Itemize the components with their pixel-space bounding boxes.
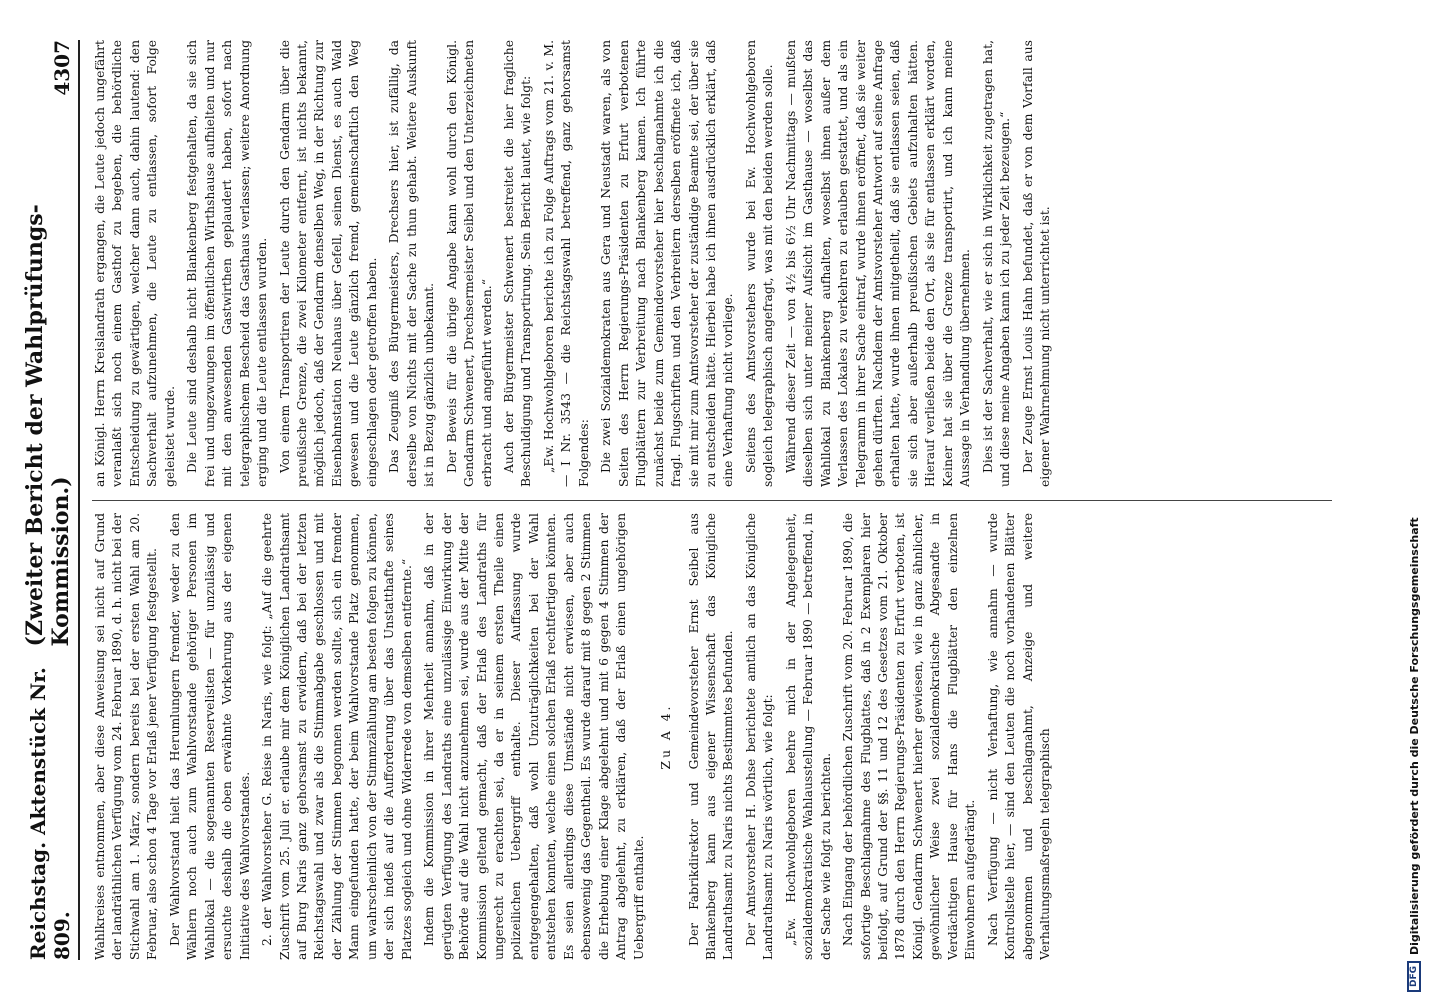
- paragraph: Nach Verfügung — nicht Verhaftung, wie annahm — wurde Kontrollstelle hier, — sind den Leuten die noch vorhandenen Blätter abgenommen und beschlagnahmt, Anzeige und weitere Verhaltungsmaßregeln telegraphisch: [985, 513, 1053, 960]
- paragraph: Der Fabrikdirektor und Gemeindevorsteher Ernst Seibel aus Blankenberg kann aus eigener Wissenschaft das Königliche Landrathsamt zu Naris nichts Bestimmtes befunden.: [686, 513, 736, 960]
- header-title: Reichstag. Aktenstück Nr. 809.: [26, 667, 74, 960]
- paragraph: Während dieser Zeit — von 4½ bis 6½ Uhr Nachmittags — mußten dieselben sich unter meiner Aufsicht im Gasthause — woselbst das Wahllokal zu Blankenberg aufhalten, woselbst ihnen außer dem Verlassen des Lokales zu verkehren zu erlauben gestattet, und als ein Telegramm in ihrer Sache eintraf, wurde ihnen eröffnet, daß sie weiter gehen dürften. Nachdem der Amtsvorsteher Antwort auf seine Anfrage erhalten hatte, wurde ihnen mitgetheilt, daß sie entlassen seien, daß sie sich aber außerhalb preußischen Gebiets aufzuhalten hätten. Hierauf verließen beide den Ort, als sie für entlassen erklärt worden, Keiner hat sie über die Grenze transportirt, und ich kann meine Aussage in Verhandlung übernehmen.: [783, 40, 973, 487]
- footer-text: Digitalisierung gefördert durch die Deutsche Forschungsgemeinschaft: [1407, 517, 1421, 955]
- header-subtitle: (Zweiter Bericht der Wahlprüfungs-Kommission.): [22, 204, 74, 647]
- paragraph: Die Leute sind deshalb nicht Blankenberg festgehalten, da sie sich frei und ungezwungen im öffentlichen Wirthshause aufhielten und nur mit den anwesenden Gastwirthen geplaudert haben, sofort nach telegraphischem Bescheid das Gasthaus verlassen; weitere Anordnung erging und die Leute entlassen wurden.: [185, 40, 270, 487]
- paragraph: „Ew. Hochwohlgeboren beehre mich in der Angelegenheit, sozialdemokratische Wahlausstellung — Februar 1890 — betreffend, in der Sache wie folgt zu berichten.: [783, 513, 833, 960]
- paragraph: Wahlkreises entnommen, aber diese Anweisung sei nicht auf Grund der landräthlichen Verfügung vom 24. Februar 1890, d. h. nicht bei der Stichwahl am 1. März, sondern bereits bei der ersten Wahl am 20. Februar, also schon 4 Tage vor Erlaß jener Verfügung festgestellt.: [93, 513, 160, 960]
- paragraph: „Ew. Hochwohlgeboren berichte ich zu Folge Auftrags vom 21. v. M. — I Nr. 3543 — die Reichstagswahl betreffend, ganz gehorsamst Folgendes:: [541, 40, 591, 487]
- right-column: [92, 40, 1332, 487]
- paragraph: an Königl. Herrn Kreislandrath ergangen, die Leute jedoch ungefährt veranlaßt sich noch einem Gasthof zu begeben, die behördliche Entscheidung zu gewärtigen, welcher dann auch, dahin lautend: den Sachverhalt aufzunehmen, die Leute zu entlassen, sofort Folge geleistet wurde.: [93, 40, 177, 487]
- paragraph: Auch der Bürgermeister Schwenert bestreitet die hier fragliche Beschuldigung und Transportirung. Sein Bericht lautet, wie folgt:: [501, 40, 534, 487]
- paragraph: Die zwei Sozialdemokraten aus Gera und Neustadt waren, als von Seiten des Herrn Regierungs-Präsidenten zu Erfurt verbotenen Flugblättern zur Verbreitung nach Blankenberg kamen. Ich führte zunächst beide zum Gemeindevorsteher hier beschlagnahmte ich die fragl. Flugschriften und den Verbreitern derselben eröffnete ich, daß sie mit mir zum Amtsvorsteher der zuständige Beamte sei, der über sie zu entscheiden hätte. Hierbei habe ich ihnen ausdrücklich erklärt, daß eine Verhaftung nicht vorliege.: [599, 40, 736, 487]
- paragraph: Nach Eingang der behördlichen Zuschrift vom 20. Februar 1890, die sofortige Beschlagnahme des Flugblattes, daß in 2 Exemplaren hier beifolgt, auf Grund der §§. 11 und 12 des Gesetzes vom 21. Oktober 1878 durch den Herrn Regierungs-Präsidenten zu Erfurt verboten, ist Königl. Gendarm Schwenert hierher gewiesen, wie in ganz ähnlicher, gewöhnlicher Weise zwei sozialdemokratische Abgesandte in Verdächtigen Hause für Hans die Flugblätter den einzelnen Einwohnern aufgedrängt.: [841, 513, 978, 960]
- page-number: 4307: [50, 40, 74, 96]
- paragraph: Indem die Kommission in ihrer Mehrheit annahm, daß in der gerügten Verfügung des Landraths eine unzulässige Einwirkung der Behörde auf die Wahl nicht anzunehmen sei, wurde aus der Mitte der Kommission geltend gemacht, daß der Erlaß des Landraths für ungerecht zu erachten sei, da er in seinem ersten Theile einen polizeilichen Uebergriff enthalte. Dieser Auffassung wurde entgegengehalten, daß wohl Unzuträglichkeiten bei der Wahl entstehen konnten, welche einen solchen Erlaß rechtfertigen könnten. Es seien allerdings diese Umstände nicht erwiesen, aber auch ebensowenig das Gegentheil. Es wurde darauf mit 8 gegen 2 Stimmen die Erhebung einer Klage abgelehnt und mit 6 gegen 4 Stimmen der Antrag abgelehnt, zu erklären, daß der Erlaß einen ungehörigen Uebergriff enthalte.: [422, 513, 646, 960]
- paragraph: 2. der Wahlvorsteher G. Reise in Naris, wie folgt: „Auf die geehrte Zuschrift vom 25. Juli er. erlaube mir dem Königlichen Landrathsamt auf Burg Naris ganz gehorsamst zu erwidern, daß bei der letzten Reichstagswahl und zwar als die Stimmabgabe geschlossen und mit der Zählung der Stimmen begonnen werden sollte, sich ein fremder Mann eingefunden hatte, der beim Wahlvorstande Platz genommen, um wahrscheinlich von der Stimmzählung am besten folgen zu können, der sich indeß auf die Aufforderung über das Unstatthafte seines Platzes sogleich und ohne Widerrede von demselben entfernte.“: [260, 513, 414, 960]
- paragraph: Der Beweis für die übrige Angabe kann wohl durch den Königl. Gendarm Schwenert, Drechsermeister Seibel und den Unterzeichneten erbracht und angeführt werden.“: [444, 40, 494, 487]
- paragraph: Das Zeugniß des Bürgermeisters, Drechsers hier, ist zufällig, da derselbe von Nichts mit der Sache zu thun gehabt. Weitere Auskunft ist in Bezug gänzlich unbekannt.: [387, 40, 437, 487]
- paragraph: Von einem Transportiren der Leute durch den Gendarm über die preußische Grenze, die zwei Kilometer entfernt, ist nichts bekannt, möglich jedoch, daß der Gendarm denselben Weg, in der Richtung zur Eisenbahnstation Neuhaus über Gefell, seinen Dienst, es auch Wald gewesen und die Leute gänzlich fremd, gemeinschaftlich den Weg eingeschlagen oder getroffen haben.: [277, 40, 379, 487]
- digitization-footer: [1396, 0, 1432, 1000]
- paragraph: Dies ist der Sachverhalt, wie er sich in Wirklichkeit zugetragen hat, und diese meine Angaben kann ich zu jeder Zeit bezeugen.“: [980, 40, 1013, 487]
- paragraph: Seitens des Amtsvorstehers wurde bei Ew. Hochwohlgeboren sogleich telegraphisch angefragt, was mit den beiden werden solle.: [743, 40, 776, 487]
- paragraph: Der Wahlvorstand hielt das Herumlungern fremder, weder zu den Wählern noch auch zum Wahlvorstande gehöriger Personen im Wahllokal — die sogenannten Reservelisten — für unzulässig und ersuchte deshalb die oben erwähnte Vorkehrung aus der eigenen Initiative des Wahlvorstandes.: [167, 513, 252, 960]
- paragraph: Der Amtsvorsteher H. Dohse berichtete amtlich an das Königliche Landrathsamt zu Naris wörtlich, wie folgt:: [743, 513, 776, 960]
- paragraph: Der Zeuge Ernst Louis Hahn befundet, daß er von dem Vorfall aus eigener Wahrnehmung nicht unterrichtet ist.: [1020, 40, 1053, 487]
- section-heading: Zu A 4.: [659, 703, 674, 770]
- page-header: [22, 40, 80, 960]
- column-divider: [92, 500, 1332, 501]
- left-column: [92, 513, 1332, 960]
- dfg-logo: DFG: [1407, 961, 1421, 992]
